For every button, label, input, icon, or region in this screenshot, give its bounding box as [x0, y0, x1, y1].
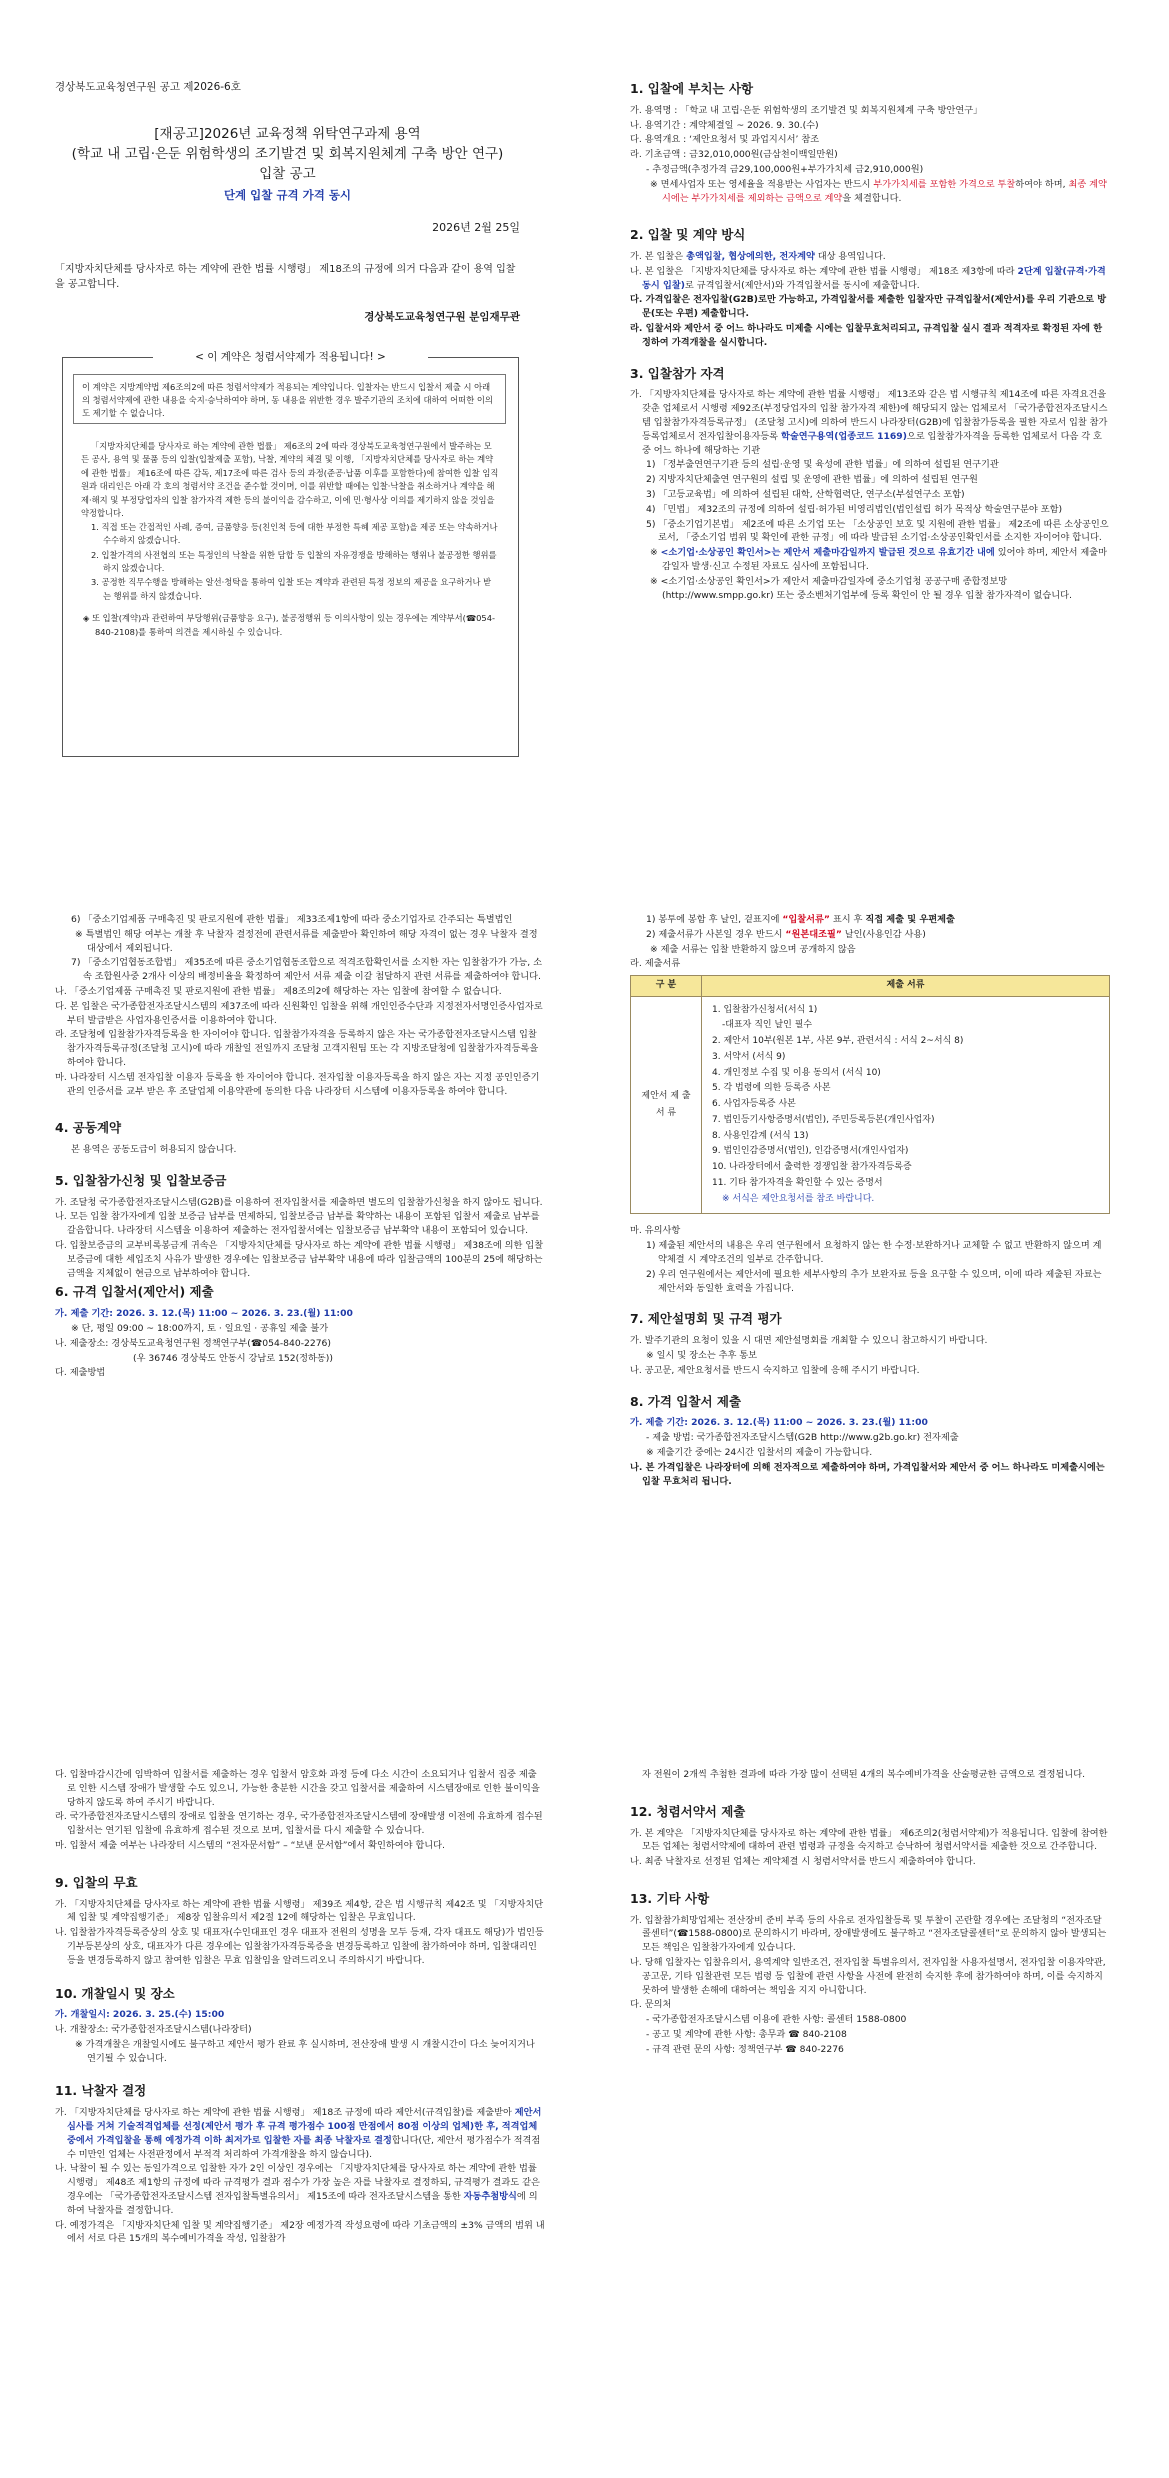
integrity-pledge-box	[62, 351, 519, 757]
contact-specification: - 규격 관련 문의 사항: 정책연구부 ☎ 840-2276	[646, 2043, 844, 2055]
section-7-title: 7. 제안설명회 및 규격 평가	[630, 1311, 782, 1327]
integrity-item-3: 3. 공정한 직무수행을 방해하는 알선·청탁을 통하여 입찰 또는 계약과 관련된 특정 정보의 제공을 요구하거나 받는 행위를 하지 않겠습니다.	[91, 577, 492, 601]
submission-documents-table	[630, 975, 1110, 1214]
section-11-item-c-continued: 자 전원이 2개씩 추첨한 결과에 따라 가장 많이 선택된 4개의 복수예비가격을 산술평균한 금액으로 결정됩니다.	[642, 1769, 1086, 1780]
table-row: 9. 법인인감증명서(법인), 인감증명서(개인사업자)	[712, 1146, 909, 1157]
document-page-2	[0, 850, 1169, 1700]
section-12-item-a: 가. 본 계약은 「지방자치단체를 당사자로 하는 계약에 관한 법률」 제6조의2(청렴서약제)가 적용됩니다. 입찰에 참여한 모든 업체는 청렴서약제에 대하여 관련 법령과 규정을 숙지하고 승낙하여 청렴서약서를 제출한 것으로 간주합니다.	[630, 1827, 1108, 1853]
table-row: 5. 각 법령에 의한 등록증 사본	[712, 1083, 831, 1094]
section-12-item-b: 나. 최종 낙찰자로 선정된 업체는 계약체결 시 청렴서약서를 반드시 제출하여야 합니다.	[630, 1856, 976, 1868]
integrity-box-title: < 이 계약은 청렴서약제가 적용됩니다! >	[153, 349, 428, 364]
integrity-box-body	[81, 440, 499, 640]
notice-date: 2026년 2월 25일	[432, 220, 520, 234]
section-8-item-d: 라. 국가종합전자조달시스템의 장애로 입찰을 연기하는 경우, 국가종합전자조달시스템에 장애발생 이전에 유효하게 접수된 입찰서는 연기된 입찰에 유효하게 접수된 것으로 보며, 입찰서를 다시 제출할 수 있습니다.	[55, 1811, 543, 1837]
section-5-item-b: 나. 모든 입찰 참가자에게 입찰 보증금 납부를 면제하되, 입찰보증금 납부를 확약하는 내용이 포함된 입찰서 제출로 납부를 갈음합니다. 나라장터 시스템을 이용하여 제출하는 전자입찰서에는 입찰보증금 납부확약 내용이 포함되어 있습니다.	[55, 1211, 540, 1237]
section-5-title: 5. 입찰참가신청 및 입찰보증금	[55, 1172, 227, 1188]
notice-intro: 「지방자치단체를 당사자로 하는 계약에 관한 법률 시행령」 제18조의 규정에 의거 다음과 같이 용역 입찰을 공고합니다.	[55, 264, 516, 291]
contact-contract: - 공고 및 계약에 관한 사항: 총무과 ☎ 840-2108	[646, 2029, 847, 2041]
table-row: 7. 법인등기사항증명서(법인), 주민등록등본(개인사업자)	[712, 1114, 935, 1125]
section-2-item-d: 라. 입찰서와 제안서 중 어느 하나라도 미제출 시에는 입찰무효처리되고, 규격입찰 실시 결과 적격자로 확정된 자에 한정하여 가격개찰을 실시합니다.	[630, 323, 1103, 348]
section-1-item-d: 라. 기초금액 : 금32,010,000원(금삼천이백일만원)	[630, 149, 838, 161]
integrity-item-1: 1. 직접 또는 간접적인 사례, 증여, 금품향응 등(친인척 등에 대한 부정한 특혜 제공 포함)을 제공 또는 약속하거나 수수하지 않겠습니다.	[91, 521, 498, 546]
table-row: 3. 서약서 (서식 9)	[712, 1051, 786, 1062]
table-category-cell: 제안서 제 출 서 류	[631, 996, 702, 1214]
section-8-title: 8. 가격 입찰서 제출	[630, 1393, 742, 1409]
section-1-item-a: 가. 용역명 : 「학교 내 고립·은둔 위험학생의 조기발견 및 회복지원체계 구축 방안연구」	[630, 104, 983, 116]
section-7-item-b: 나. 공고문, 제안요청서를 반드시 숙지하고 입찰에 응해 주시기 바랍니다.	[630, 1364, 920, 1376]
section-3-note-1: ※ <소기업·소상공인 확인서>는 제안서 제출마감일까지 발급된 것으로 유효기간 내에 있어야 하며, 제안서 제출마감일자 발생·신고 수정된 자료도 심사에 포함됩니다.	[650, 547, 1108, 572]
section-2-item-a: 가. 본 입찰은 총액입찰, 협상에의한, 전자계약 대상 용역입니다.	[630, 251, 886, 263]
section-1-vat-note: ※ 면세사업자 또는 영세율을 적용받는 사업자는 반드시 부가가치세를 포함한 가격으로 투찰하여야 하며, 최종 계약 시에는 부가가치세를 제외하는 금액으로 계약을 체결합니다.	[650, 178, 1107, 204]
submission-method-note: ※ 제출 서류는 입찰 반환하지 않으며 공개하지 않음	[650, 943, 856, 955]
section-3-item-d: 라. 조달청에 입찰참가자격등록을 한 자이어야 합니다. 입찰참가자격을 등록하지 않은 자는 국가종합전자조달시스템 입찰참가자격등록규정(조달청 고시)에 따라 개찰일 전일까지 조달청 고객지원팀 또는 각 지방조달청에 입찰참가자격등록을 하여야 합니다.	[55, 1029, 539, 1068]
section-11-item-c: 다. 예정가격은 「지방자치단체 입찰 및 계약집행기준」 제2장 예정가격 작성요령에 따라 기초금액의 ±3% 금액의 범위 내에서 서로 다른 15개의 복수예비가격을 작성, 입찰참가	[55, 2219, 545, 2245]
section-7-item-a-note: ※ 일시 및 장소는 추후 통보	[646, 1349, 758, 1361]
section-9-title: 9. 입찰의 무효	[55, 1874, 138, 1890]
section-8-item-a-method: - 제출 방법: 국가종합전자조달시스템(G2B http://www.g2b.go.kr) 전자제출	[646, 1432, 959, 1444]
document-page-1	[0, 0, 1169, 845]
section-3-list-7: 7) 「중소기업협동조합법」 제35조에 따른 중소기업협동조합으로 적격조합확인서를 소지한 자는 입찰참가가 가능, 소속 조합원사중 2개사 이상의 배정비율을 확정하여 제안서 서류 제출 이갈 첨달하지 관련 서류를 제출하여야 합니다.	[71, 957, 542, 983]
section-13-title: 13. 기타 사항	[630, 1890, 710, 1906]
caution-1: 1) 제출된 제안서의 내용은 우리 연구원에서 요청하지 않는 한 수정·보완하거나 교체할 수 없고 반환하지 않으며 계약체결 시 계약조건의 일부로 간주합니다.	[646, 1240, 1102, 1266]
section-3-item-e: 마. 나라장터 시스템 전자입찰 이용자 등록을 한 자이어야 합니다. 전자입찰 이용자등록을 하지 않은 자는 지정 공인인증기관의 인증서를 교부 받은 후 조달업체 이용약관에 동의한 다음 나라장터 시스템에 이용자등록을 하여야 합니다.	[55, 1071, 540, 1097]
section-9-item-a: 가. 「지방자치단체를 당사자로 하는 계약에 관한 법률 시행령」 제39조 제4항, 같은 법 시행규칙 제42조 및 「지방자치단체 입찰 및 계약집행기준」 제8장 입찰유의서 제2절 12에 해당하는 입찰은 무효입니다.	[55, 1898, 544, 1924]
section-6-item-b-address: (우 36746 경상북도 안동시 강남로 152(정하동))	[133, 1352, 333, 1364]
notice-title-line2: (학교 내 고립·은둔 위험학생의 조기발견 및 회복지원체계 구축 방안 연구)	[71, 146, 504, 162]
section-3-title: 3. 입찰참가 자격	[630, 365, 725, 381]
table-note: ※ 서식은 제안요청서를 참조 바랍니다.	[722, 1193, 875, 1204]
section-3-list-2: 2) 지방자치단체출연 연구원의 설립 및 운영에 관한 법률」에 의하여 설립된 연구원	[646, 474, 978, 486]
page1-right-column	[630, 80, 1110, 603]
section-2-item-c: 다. 가격입찰은 전자입찰(G2B)로만 가능하고, 가격입찰서를 제출한 입찰자만 규격입찰서(제안서)를 우리 기관으로 방문(또는 우편) 제출합니다.	[630, 294, 1107, 320]
section-3-list-4: 4) 「민법」 제32조의 규정에 의하여 설립·허가된 비영리법인(법인설립 허가 목적상 학술연구분야 포함)	[646, 503, 1063, 515]
section-11-item-a: 가. 「지방자치단체를 당사자로 하는 계약에 관한 법률 시행령」 제18조 규정에 따라 제안서(규격입찰)를 제출받아 제안서 심사를 거쳐 기술적격업체를 선정(제안서 평가 후 규격 평가점수 100점 만점에서 80점 이상의 업체)한 후, 적격업체 중에서 가격입찰을 통해 예정가격 이하 최저가로 입찰한 자를 최종 낙찰자로 결정합니다(단, 제안서 평가점수가 적격점수 미만인 업체는 사전판정에서 부적격 처리하여 가격개찰을 하지 않습니다).	[55, 2107, 542, 2160]
integrity-box-summary	[73, 374, 506, 424]
bid-method: 단계 입찰 규격 가격 동시	[223, 187, 352, 202]
integrity-contact: ◈ 또 입찰(계약)과 관련하여 부당행위(금품향응 요구), 불공정행위 등 이의사항이 있는 경우에는 계약부서(☎054-840-2108)를 통하여 의견을 제시하실 수 있습니다.	[83, 613, 495, 637]
section-2-title: 2. 입찰 및 계약 방식	[630, 227, 746, 243]
page3-right-column	[630, 1768, 1110, 2058]
section-1-item-b: 나. 용역기간 : 계약체결일 ~ 2026. 9. 30.(수)	[630, 119, 819, 131]
section-3-note-2: ※ <소기업·소상공인 확인서>가 제안서 제출마감일자에 중소기업청 공공구매 종합정보망(http://www.smpp.go.kr) 또는 중소벤처기업부에 등록 확인이 안 될 경우 입찰 참가자격이 없습니다.	[650, 575, 1072, 601]
submission-docs-label: 라. 제출서류	[630, 958, 681, 970]
submission-method-2: 2) 제출서류가 사본일 경우 반드시 “원본대조필” 날인(사용인감 사용)	[646, 928, 926, 940]
page1-left-column	[55, 80, 520, 326]
table-row: -대표자 직인 날인 필수	[722, 1020, 813, 1031]
section-3-item-a: 가. 「지방자치단체를 당사자로 하는 계약에 관한 법률 시행령」 제13조와 같은 법 시행규칙 제14조에 따른 자격요건을 갖춘 업체로서 시행령 제92조(부정당업자의 입찰 참가자격 제한)에 해당되지 않는 업체로서 「국가종합전자조달시스템 입찰참가자격등록규정」 (조달청 고시)에 의하여 반드시 나라장터(G2B)에 입찰참가등록을 필한 자로서 입찰 참가등록업체로서 전자입찰이용자등록 학술연구용역(업종코드 1169)으로 입찰참가자격을 등록한 업체로서 다음 각 호 중 어느 하나에 해당하는 기관	[630, 389, 1108, 456]
submission-method-1: 1) 봉투에 봉함 후 날인, 겉표지에 “입찰서류” 표시 후 직접 제출 및 우편제출	[646, 914, 955, 925]
section-3-list-6-note: ※ 특별법인 해당 여부는 개찰 후 낙찰자 결정전에 관련서류를 제출받아 확인하여 해당 자격이 없는 경우 낙찰자 결정 대상에서 제외됩니다.	[75, 928, 538, 954]
integrity-item-2: 2. 입찰가격의 사전협의 또는 특정인의 낙찰을 위한 담합 등 입찰의 자유경쟁을 방해하는 행위나 불공정한 행위를 하지 않겠습니다.	[91, 549, 497, 573]
section-1-item-d-detail: - 추정금액(추정가격 금29,100,000원+부가가치세 금2,910,000원)	[646, 163, 924, 175]
section-3-item-b: 나. 「중소기업제품 구매촉진 및 판로지원에 관한 법률」 제8조의2에 해당하는 자는 입찰에 참여할 수 없습니다.	[55, 985, 502, 997]
section-13-item-b: 나. 당해 입찰자는 입찰유의서, 용역계약 일반조건, 전자입찰 특별유의서, 전자입찰 사용자설명서, 전자입찰 이용자약관, 공고문, 기타 입찰관련 모든 법령 등 입찰에 관련 사항을 사전에 완전히 숙지한 후에 참가하여야 하며, 이를 숙지하지 못하여 발생한 손해에 대하여는 책임을 지지 아니합니다.	[630, 1957, 1106, 1996]
section-3-list-3: 3) 「고등교육법」에 의하여 설립된 대학, 산학협력단, 연구소(부설연구소 포함)	[646, 488, 965, 500]
table-row: 10. 나라장터에서 출력한 경쟁입찰 참가자격등록증	[712, 1162, 912, 1173]
table-row: 8. 사용인감계 (서식 13)	[712, 1130, 809, 1141]
section-10-title: 10. 개찰일시 및 장소	[55, 1985, 175, 2001]
section-13-item-a: 가. 입찰참가희망업체는 전산장비 준비 부족 등의 사유로 전자입찰등록 및 투찰이 곤란할 경우에는 조달청의 “전자조달콜센터”(☎1588-0800)로 문의하시기 바라며, 장애발생에도 불구하고 “전자조달콜센터”로 문의하지 않아 발생되는 모든 책임은 입찰참가자에게 있습니다.	[630, 1914, 1107, 1954]
table-header-category: 구 분	[631, 976, 702, 997]
section-8-item-a: 가. 제출 기간: 2026. 3. 12.(목) 11:00 ~ 2026. 3. 23.(월) 11:00	[630, 1417, 928, 1429]
integrity-summary-text: 이 계약은 지방계약법 제6조의2에 따른 청렴서약제가 적용되는 계약입니다. 입찰자는 반드시 입찰서 제출 시 아래의 청렴서약제에 관한 내용을 숙지·승낙하여야 하며, 동 내용을 위반한 경우 발주기관의 조치에 대하여 어떠한 이의도 제기할 수 없습니다.	[82, 382, 493, 418]
page2-left-column	[55, 913, 545, 1381]
table-row: 2. 제안서 10부(원본 1부, 사본 9부, 관련서식 : 서식 2~서식 8)	[712, 1036, 964, 1047]
cautions-label: 마. 유의사항	[630, 1225, 681, 1237]
notice-number: 경상북도교육청연구원 공고 제2026-6호	[55, 81, 241, 93]
caution-2: 2) 우리 연구원에서는 제안서에 필요한 세부사항의 추가 보완자료 등을 요구할 수 있으며, 이에 따라 제출된 자료는 제안서와 동일한 효력을 가집니다.	[646, 1268, 1102, 1294]
table-row: 6. 사업자등록증 사본	[712, 1099, 796, 1110]
table-header-documents: 제출 서류	[702, 976, 1110, 997]
section-6-item-a: 가. 제출 기간: 2026. 3. 12.(목) 11:00 ~ 2026. 3. 23.(월) 11:00	[55, 1308, 353, 1320]
section-13-item-c: 다. 문의처	[630, 1999, 672, 2011]
section-11-item-b: 나. 낙찰이 될 수 있는 동일가격으로 입찰한 자가 2인 이상인 경우에는 「지방자치단체를 당사자로 하는 계약에 관한 법률 시행령」 제48조 제1항의 규정에 따라 규격평가 결과 점수가 가장 높은 자를 낙찰자로 결정하되, 규격평가 결과도 같은 경우에는 「국가종합전자조달시스템 전자입찰특별유의서」 제15조에 따라 전자조달시스템을 통한 자동추첨방식에 의하여 낙찰자를 결정합니다.	[55, 2163, 540, 2216]
section-3-item-c: 다. 본 입찰은 국가종합전자조달시스템의 제37조에 따라 신원확인 입찰을 위해 개인인증수단과 지정전자서명인증사업자로부터 발급받은 사업자용인증서를 이용하여야 합니다.	[55, 1000, 543, 1026]
section-9-item-b: 나. 입찰참가자격등록증상의 상호 및 대표자(수인대표인 경우 대표자 전원의 성명을 모두 등재, 각자 대표도 해당)가 법인등기부등본상의 상호, 대표자가 다른 경우에는 입찰참가자격등록증을 변경등록하고 입찰에 참가하여야 하며, 입찰대리인 등을 변경등록하지 않고 참여한 입찰은 무효 입찰임을 알려드리오니 주의하시기 바랍니다.	[55, 1927, 544, 1966]
section-11-title: 11. 낙찰자 결정	[55, 2083, 147, 2099]
section-1-title: 1. 입찰에 부치는 사항	[630, 81, 754, 96]
section-8-item-a-note: ※ 제출기간 중에는 24시간 입찰서의 제출이 가능합니다.	[646, 1446, 873, 1458]
contact-callcenter: - 국가종합전자조달시스템 이용에 관한 사항: 콜센터 1588-0800	[646, 2014, 907, 2026]
section-1-item-c: 다. 용역개요 : ‘제안요청서 및 과업지시서’ 참조	[630, 134, 820, 146]
document-page-3	[0, 1708, 1169, 2478]
section-6-item-a-note: ※ 단, 평일 09:00 ~ 18:00까지, 토 · 일요일 · 공휴일 제출 불가	[71, 1322, 329, 1334]
section-6-title: 6. 규격 입찰서(제안서) 제출	[55, 1284, 214, 1300]
table-row: 4. 개인정보 수집 및 이용 동의서 (서식 10)	[712, 1067, 881, 1078]
section-4-text: 본 용역은 공동도급이 허용되지 않습니다.	[71, 1144, 237, 1156]
table-row: 11. 기타 참가자격을 확인할 수 있는 증명서	[712, 1177, 883, 1188]
section-3-list-1: 1) 「정부출연연구기관 등의 설립·운영 및 육성에 관한 법률」에 의하여 설립된 연구기관	[646, 459, 999, 471]
section-10-item-a: 가. 개찰일시: 2026. 3. 25.(수) 15:00	[55, 2009, 225, 2021]
section-12-title: 12. 청렴서약서 제출	[630, 1803, 746, 1819]
table-row: 1. 입찰참가신청서(서식 1)	[712, 1004, 818, 1015]
page2-right-column	[630, 913, 1110, 1489]
notice-title-line1: [재공고]2026년 교육정책 위탁연구과제 용역	[154, 125, 421, 142]
section-10-item-b-note: ※ 가격개찰은 개찰일시에도 불구하고 제안서 평가 완료 후 실시하며, 전산장애 발생 시 개찰시간이 다소 늦어지거나 연기될 수 있습니다.	[75, 2038, 535, 2064]
page3-left-column	[55, 1768, 545, 2247]
section-6-item-c: 다. 제출방법	[55, 1367, 106, 1379]
table-documents-cell	[702, 996, 1110, 1214]
section-2-item-b: 나. 본 입찰은 「지방자치단체를 당사자로 하는 계약에 관한 법률 시행령」 제18조 제3항에 따라 2단계 입찰(규격·가격 동시 입찰)로 규격입찰서(제안서)와 가격입찰서를 동시에 제출합니다.	[630, 265, 1106, 291]
section-8-item-c: 다. 입찰마감시간에 임박하여 입찰서를 제출하는 경우 입찰서 암호화 과정 등에 다소 시간이 소요되거나 입찰서 집중 제출로 인한 시스템 장애가 발생할 수도 있으니, 가능한 충분한 시간을 갖고 입찰서를 제출하여 시스템장애로 인한 불이익을 당하지 않도록 하여 주시기 바랍니다.	[55, 1769, 540, 1808]
section-10-item-b: 나. 개찰장소: 국가종합전자조달시스템(나라장터)	[55, 2024, 252, 2036]
section-8-item-b: 나. 본 가격입찰은 나라장터에 의해 전자적으로 제출하여야 하며, 가격입찰서와 제안서 중 어느 하나라도 미제출시에는 입찰 무효처리 됩니다.	[630, 1461, 1105, 1487]
section-6-item-b: 나. 제출장소: 경상북도교육청연구원 정책연구부(☎054-840-2276)	[55, 1337, 331, 1349]
notice-title-line3: 입찰 공고	[259, 166, 316, 183]
section-4-title: 4. 공동계약	[55, 1120, 122, 1136]
section-5-item-c: 다. 입찰보증금의 교부비록봉금게 귀속은 「지방자치단체를 당사자로 하는 계약에 관한 법률 시행령」 제38조에 의한 입찰보증금에 대한 세입조치 사유가 발생한 경우에는 입찰보증금 납부확약 내용에 따라 입찰금액의 100분의 25에 해당하는 금액을 지체없이 현금으로 납부하여야 합니다.	[55, 1240, 544, 1279]
section-8-item-e: 마. 입찰서 제출 여부는 나라장터 시스템의 “전자문서함” – “보낸 문서함”에서 확인하여야 합니다.	[55, 1839, 445, 1851]
issuing-organization: 경상북도교육청연구원 분임재무관	[364, 311, 520, 324]
integrity-body-text: 「지방자치단체를 당사자로 하는 계약에 관한 법률」 제6조의 2에 따라 경상북도교육청연구원에서 발주하는 모든 공사, 용역 및 물품 등의 입찰(입찰제출 포함), 낙찰, 계약의 체결 및 이행, 「지방자치단체를 당사자로 하는 계약에 관한 법률」 제16조에 따른 감독, 제17조에 따른 검사 등의 과정(준공·납품 이후를 포함한다)에 참여한 입찰 임직원과 대리인은 아래 각 호의 청렴서약 조건을 준수할 것이며, 이를 위반할 때에는 입찰·낙찰을 취소하거나 계약을 해제·해지 및 부정당업자의 입찰 참가자격 제한 등의 불이익을 감수하고, 이에 민·형사상 이의를 제기하지 않을 것임을 약정합니다.	[81, 441, 499, 519]
section-5-item-a: 가. 조달청 국가종합전자조달시스템(G2B)를 이용하여 전자입찰서를 제출하면 별도의 입찰참가신청을 하지 않아도 됩니다.	[55, 1196, 543, 1208]
section-3-list-5: 5) 「중소기업기본법」 제2조에 따른 소기업 또는 「소상공인 보호 및 지원에 관한 법률」 제2조에 따른 소상공인으로서, 「중소기업 범위 및 확인에 관한 규정」에 따라 발급된 소기업·소상공인확인서를 소지한 자이어야 합니다.	[646, 518, 1109, 544]
section-3-list-6: 6) 「중소기업제품 구매촉진 및 판로지원에 관한 법률」 제33조제1항에 따라 중소기업자로 간주되는 특별법인	[71, 914, 513, 925]
section-7-item-a: 가. 발주기관의 요청이 있을 시 대면 제안설명회를 개최할 수 있으니 참고하시기 바랍니다.	[630, 1335, 988, 1347]
